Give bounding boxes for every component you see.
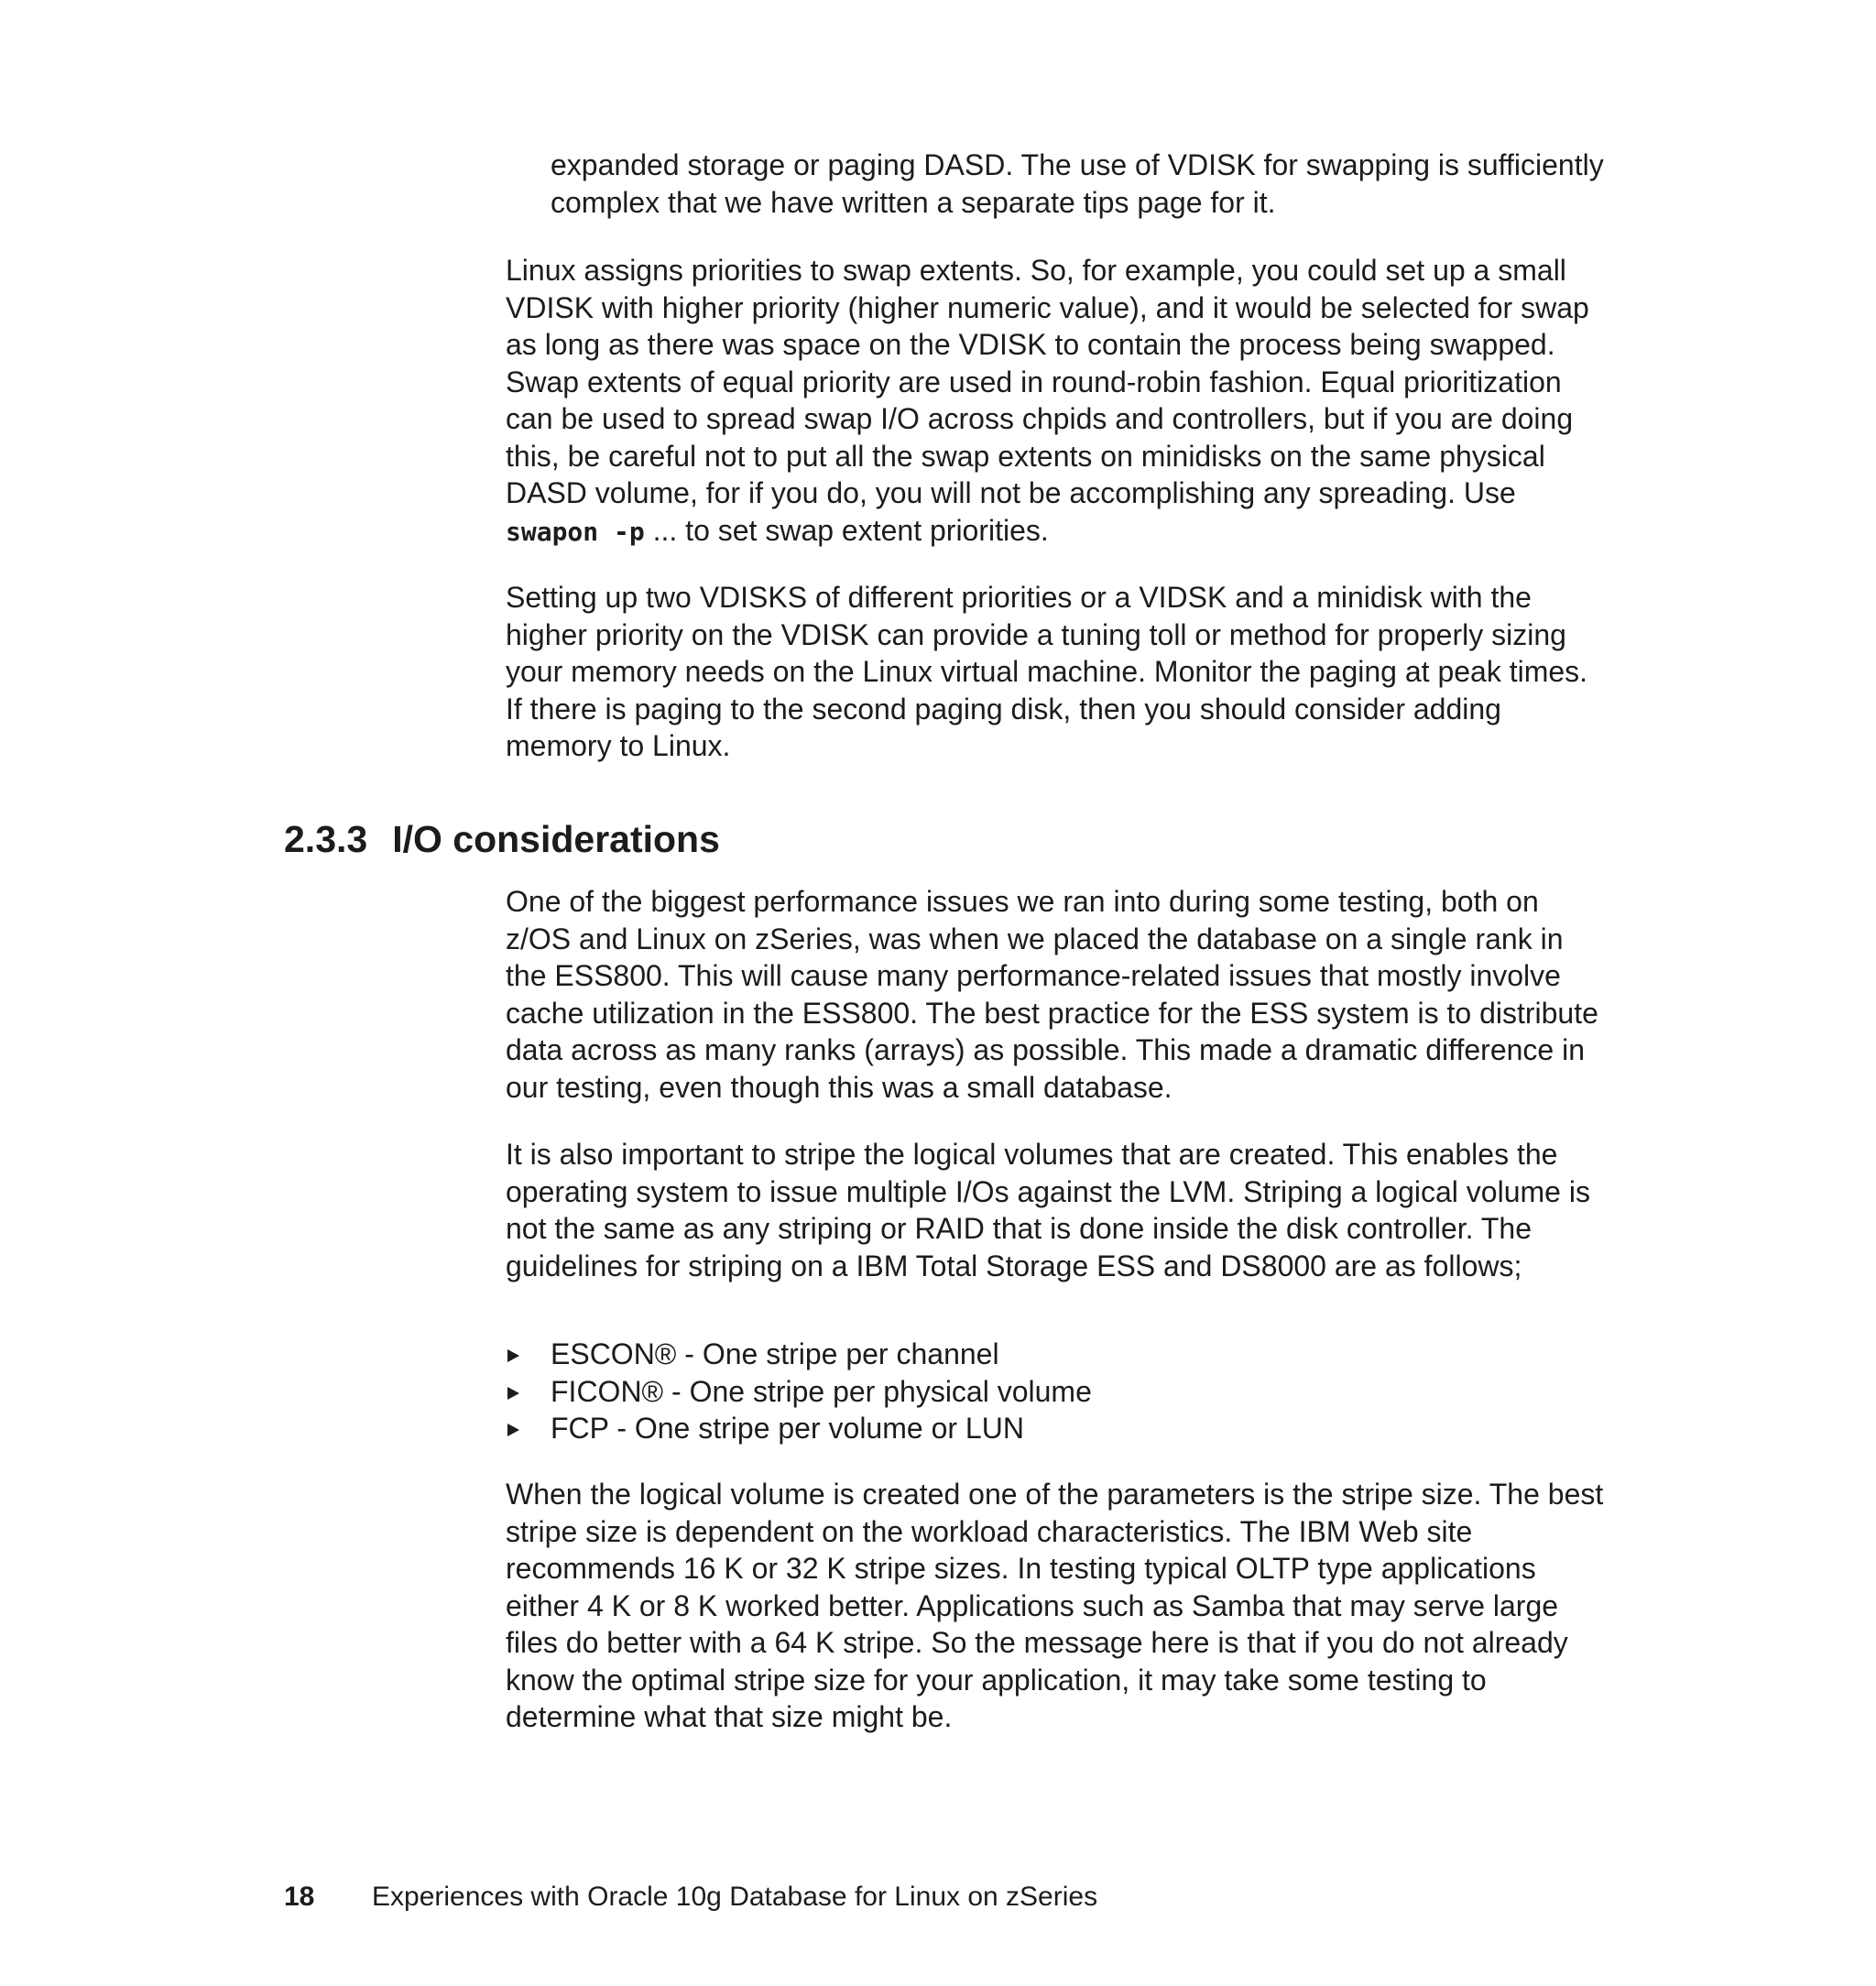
triangle-bullet-icon <box>507 1424 519 1436</box>
list-item <box>506 1410 1092 1447</box>
list-item-text: ESCON® - One stripe per channel <box>551 1337 999 1370</box>
stripe-guidelines-list <box>506 1336 1092 1447</box>
swap-priorities-paragraph <box>506 252 1605 551</box>
page-number: 18 <box>284 1882 315 1912</box>
section-heading <box>284 815 720 863</box>
list-item-text: FICON® - One stripe per physical volume <box>551 1374 1092 1408</box>
list-item <box>506 1336 1092 1373</box>
triangle-bullet-icon <box>507 1349 519 1362</box>
swap-text-before: Linux assigns priorities to swap extents. So, for example, you could set up a small VDISK with higher priority (higher numeric value), and it would be selected for swap as long as there was space on the VDISK to contain the process being swapped. Swap extents of equal priority are used in round-robin fashion. Equal prioritization can be used to spread swap I/O across chpids and controllers, but if you are doing this, be careful not to put all the swap extents on minidisks on the same physical DASD volume, for if you do, you will not be accomplishing any spreading. Use <box>506 254 1589 509</box>
book-title: Experiences with Oracle 10g Database for Linux on zSeries <box>372 1882 1098 1912</box>
section-title: I/O considerations <box>392 818 720 860</box>
swapon-command: swapon -p <box>506 516 645 547</box>
two-vdisks-paragraph: Setting up two VDISKS of different priorities or a VIDSK and a minidisk with the higher priority on the VDISK can provide a tuning toll or method for properly sizing your memory needs on the Linux virtual machine. Monitor the paging at peak times. If there is paging to the second paging disk, then you should consider adding memory to Linux. <box>506 581 1588 762</box>
stripe-size-paragraph: When the logical volume is created one of the parameters is the stripe size. The best stripe size is dependent on the workload characteristics. The IBM Web site recommends 16 K or 32 K stripe sizes. In testing typical OLTP type applications either 4 K or 8 K worked better. Applications such as Samba that may serve large files do better with a 64 K stripe. So the message here is that if you do not already know the optimal stripe size for your application, it may take some testing to determine what that size might be. <box>506 1478 1604 1733</box>
list-item <box>506 1373 1092 1411</box>
section-number: 2.3.3 <box>284 818 368 860</box>
page-footer <box>284 1881 1097 1914</box>
triangle-bullet-icon <box>507 1387 519 1400</box>
list-item-text: FCP - One stripe per volume or LUN <box>551 1412 1024 1445</box>
performance-issues-paragraph: One of the biggest performance issues we ran into during some testing, both on z/OS and Linux on zSeries, was when we placed the database on a single rank in the ESS800. This will cause many performance-related issues that mostly involve cache utilization in the ESS800. The best practice for the ESS system is to distribute data across as many ranks (arrays) as possible. This made a dramatic difference in our testing, even though this was a small database. <box>506 885 1598 1104</box>
continued-paragraph: expanded storage or paging DASD. The use of VDISK for swapping is sufficiently complex that we have written a separate tips page for it. <box>551 148 1604 219</box>
stripe-logical-volumes-paragraph: It is also important to stripe the logical volumes that are created. This enables the operating system to issue multiple I/Os against the LVM. Striping a logical volume is not the same as any striping or RAID that is done inside the disk controller. The guidelines for striping on a IBM Total Storage ESS and DS8000 are as follows; <box>506 1138 1590 1282</box>
swap-text-after: ... to set swap extent priorities. <box>644 513 1049 547</box>
